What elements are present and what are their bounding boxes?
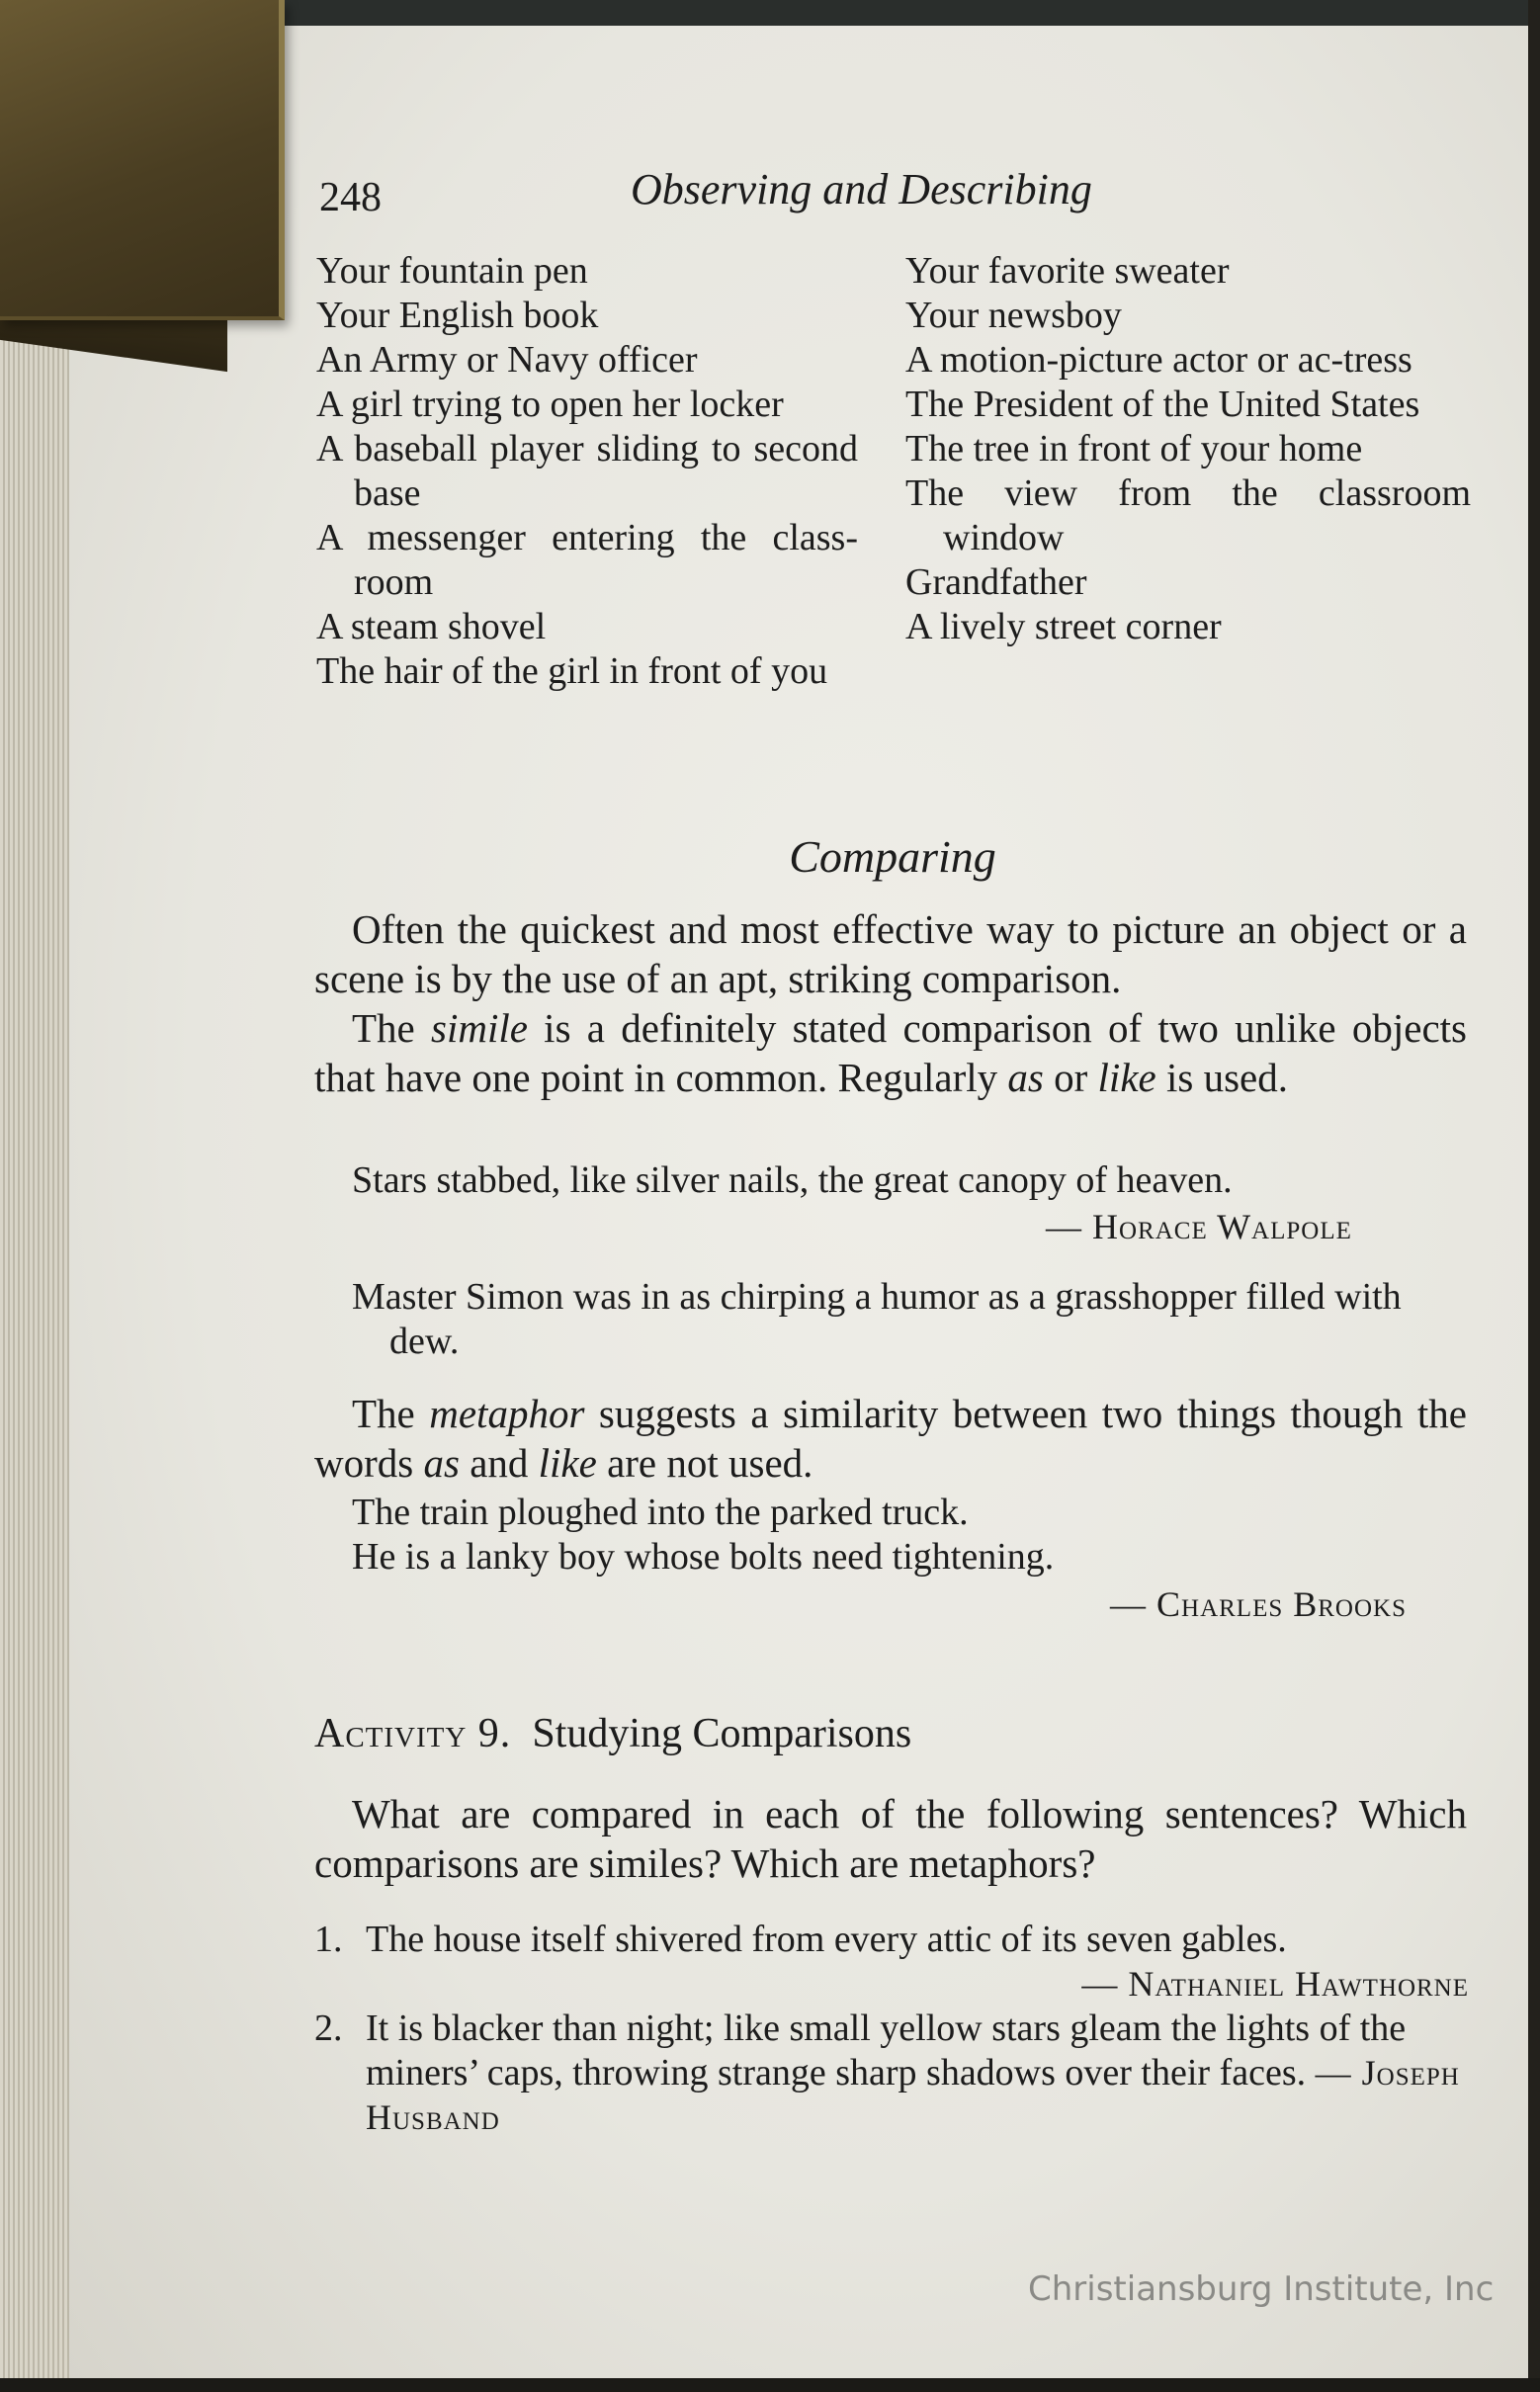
text: It is blacker than night; like small yellow stars gleam the lights of the miners’ caps, throwing strange sharp shadows over their faces. — [366, 2008, 1407, 2093]
list-item — [314, 2007, 1471, 2140]
bookmark-tab — [0, 0, 285, 320]
book-right-edge — [1528, 0, 1540, 2392]
list-item: Your fountain pen — [316, 250, 588, 292]
simile-definition — [314, 1003, 1467, 1102]
activity-label: Activity 9. — [314, 1711, 512, 1756]
list-item: Your English book — [316, 295, 599, 336]
list-item: Grandfather — [905, 561, 1087, 603]
activity-prompt — [314, 1789, 1467, 1888]
attribution: — Horace Walpole — [1046, 1207, 1352, 1246]
simile-example-1: Stars stabbed, like silver nails, the great canopy of heaven. — [352, 1159, 1233, 1201]
item-text — [366, 2007, 1471, 2140]
text: is used. — [1155, 1055, 1288, 1100]
text: suggests a similarity between two things though the words — [314, 1391, 1467, 1486]
list-item: Your favorite sweater — [905, 250, 1230, 292]
metaphor-example-2: He is a lanky boy whose bolts need tightening. — [352, 1536, 1055, 1578]
item-number: 2. — [314, 2008, 343, 2049]
list-item: Your newsboy — [905, 295, 1122, 336]
subject-list-right — [905, 249, 1471, 649]
activity-title: Studying Comparisons — [532, 1711, 912, 1756]
section-title: Comparing — [789, 831, 996, 882]
list-item: A girl trying to open her locker — [316, 384, 784, 425]
text: The — [352, 1391, 430, 1436]
attribution: — Charles Brooks — [1110, 1584, 1407, 1624]
subject-list-left — [316, 249, 858, 694]
list-item: The President of the United States — [905, 384, 1420, 425]
page-number: 248 — [319, 175, 382, 220]
prompt-text: What are compared in each of the following sentences? Which comparisons are similes? Which are metaphors? — [314, 1791, 1467, 1886]
item-text: The house itself shivered from every attic of its seven gables. — [366, 1919, 1287, 1960]
text: is a definitely stated comparison of two unlike objects that have one point in common. Regularly — [314, 1005, 1467, 1100]
list-item: The tree in front of your home — [905, 428, 1363, 470]
book-top-edge — [227, 0, 1540, 26]
word-like: like — [1097, 1055, 1156, 1100]
list-item — [314, 1918, 1471, 2007]
list-item: A lively street corner — [905, 606, 1222, 647]
list-item: The view from the classroom window — [905, 472, 1471, 558]
word-like: like — [538, 1440, 597, 1486]
list-item: A steam shovel — [316, 606, 547, 647]
text: and — [459, 1440, 539, 1486]
term-simile: simile — [431, 1005, 528, 1051]
book-bottom-edge — [0, 2378, 1540, 2392]
text: or — [1043, 1055, 1098, 1100]
running-head — [314, 158, 1471, 220]
list-item: A messenger entering the class-room — [316, 517, 858, 603]
metaphor-definition — [314, 1389, 1467, 1488]
word-as: as — [1007, 1055, 1044, 1100]
text: The — [352, 1005, 431, 1051]
attribution: — Joseph Husband — [366, 2053, 1460, 2137]
metaphor-example-1: The train ploughed into the parked truck. — [352, 1492, 969, 1533]
word-as: as — [423, 1440, 460, 1486]
attribution: — Nathaniel Hawthorne — [1081, 1964, 1469, 2004]
simile-example-2 — [352, 1275, 1469, 1364]
list-item: The hair of the girl in front of you — [316, 650, 828, 692]
list-item: A baseball player sliding to second base — [316, 428, 858, 514]
watermark: Christiansburg Institute, Inc — [1028, 2269, 1495, 2309]
intro-paragraph — [314, 904, 1467, 1003]
list-item: A motion-picture actor or ac-tress — [905, 339, 1412, 381]
quote-text: Master Simon was in as chirping a humor as a grasshopper filled with dew. — [352, 1276, 1402, 1362]
item-number: 1. — [314, 1919, 343, 1960]
text: are not used. — [596, 1440, 813, 1486]
term-metaphor: metaphor — [429, 1391, 585, 1436]
running-title: Observing and Describing — [631, 165, 1092, 214]
intro-text: Often the quickest and most effective way to picture an object or a scene is by the use of an apt, striking comparison. — [314, 906, 1467, 1001]
activity-heading — [314, 1710, 911, 1757]
list-item: An Army or Navy officer — [316, 339, 698, 381]
